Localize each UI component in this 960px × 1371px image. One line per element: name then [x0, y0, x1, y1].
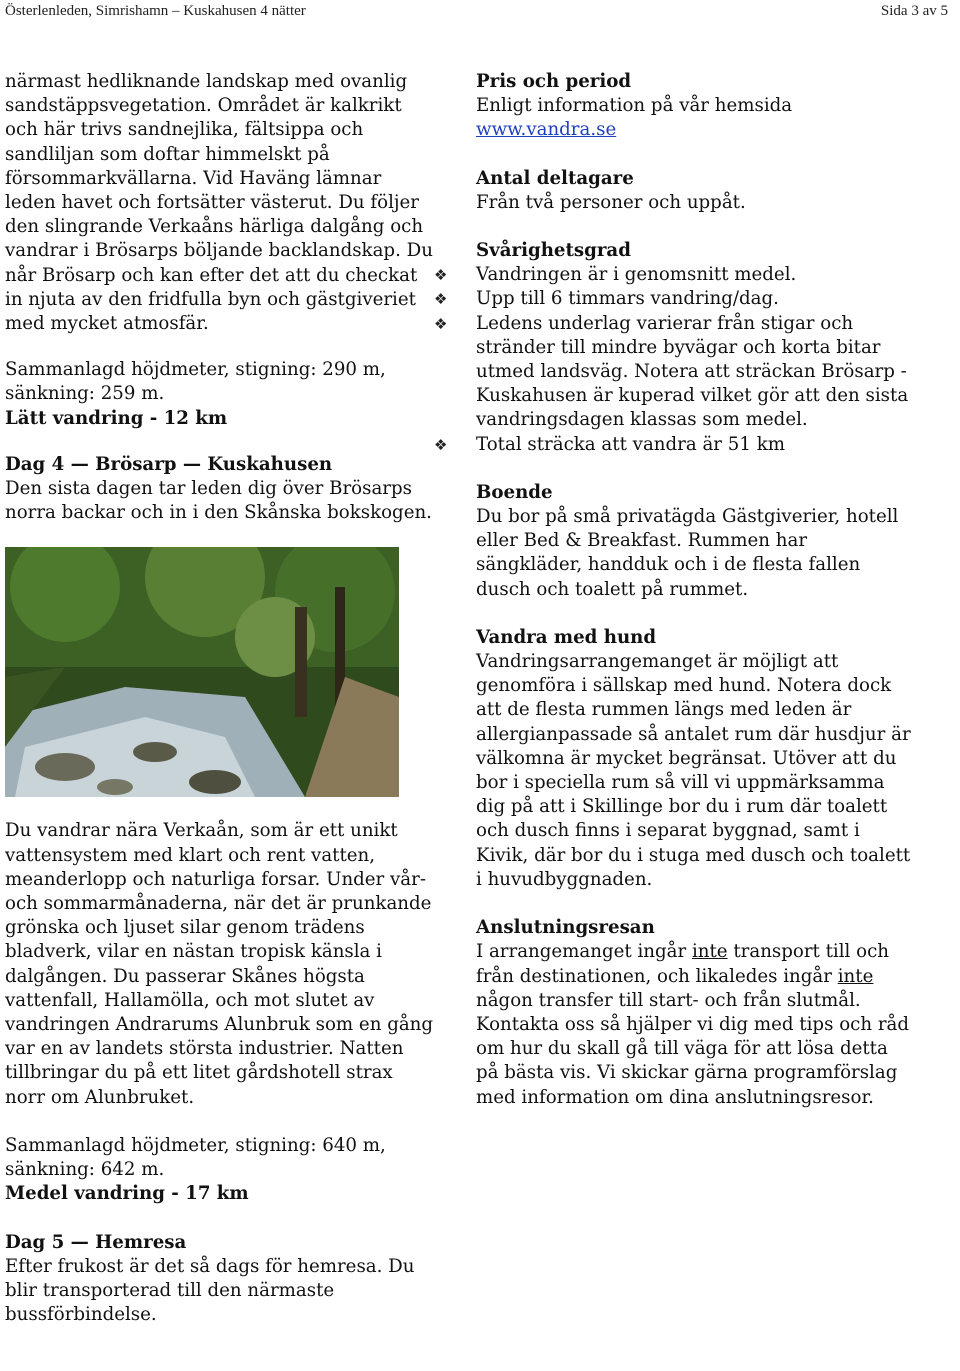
travel-heading: Anslutningsresan — [476, 917, 655, 939]
diamond-bullet-icon: ❖ — [434, 314, 448, 333]
page-header-title: Österlenleden, Simrishamn – Kuskahusen 4 nätter — [5, 3, 306, 19]
difficulty-day4: Medel vandring - 17 km — [5, 1183, 249, 1205]
day5-description: Efter frukost är det så dags för hemresa. Du blir transporterad till den närmaste bussförbindelse. — [5, 1255, 415, 1326]
left-column — [5, 70, 435, 1327]
dog-heading: Vandra med hund — [476, 626, 657, 648]
page-number: Sida 3 av 5 — [880, 3, 948, 19]
dog-text: Vandringsarrangemanget är möjligt att genomföra i sällskap med hund. Notera dock att de flesta rummen längs med leden är allergianpassade så antalet rum där husdjur är välkomna är mycket begränsat. Utöver att du bor i speciella rum så vill vi uppmärksamma dig på att i Skillinge bor du i rum där toalett och dusch finns i separat byggnad, samt i Kivik, där bor du i stuga med dusch och toalett i huvudbyggnaden. — [476, 651, 911, 890]
travel-text: I arrangemanget ingår inte transport till och från destinationen, och likaledes ingår inte någon transfer till start- och från slutmål. Kontakta oss så hjälper vi dig med tips och råd om hur du skall gå till väga för att lösa detta på bästa vis. Vi skickar gärna programförslag med information om dina anslutningsresor. — [476, 941, 910, 1108]
intro-paragraph: närmast hedliknande landskap med ovanlig sandstäppsvegetation. Området är kalkrikt och här trivs sandnejlika, fältsippa och sandliljan som doftar himmelskt på försommarkvällarna. Vid Haväng lämnar leden havet och fortsätter västerut. Du följer den slingrande Verkaåns härliga dalgång och vandrar i Brösarps böljande backlandskap. Du når Brösarp och kan efter det att du checkat in njuta av den fridfulla byn och gästgiveriet med mycket atmosfär. — [5, 71, 433, 335]
river-forest-illustration — [5, 547, 399, 797]
diamond-bullet-icon: ❖ — [434, 290, 448, 309]
elevation-stats-day3: Sammanlagd höjdmeter, stigning: 290 m, sänkning: 259 m. — [5, 359, 386, 405]
lodging-heading: Boende — [476, 481, 553, 503]
diamond-bullet-icon: ❖ — [434, 266, 448, 285]
lodging-text: Du bor på små privatägda Gästgiverier, hotell eller Bed & Breakfast. Rummen har sängkläder, handduk och i de flesta fallen dusch och toalett på rummet. — [476, 506, 899, 600]
day4-heading: Dag 4 — Brösarp — Kuskahusen — [5, 453, 333, 475]
participants-heading: Antal deltagare — [476, 167, 634, 189]
list-item: ❖ Upp till 6 timmars vandring/dag. — [476, 287, 916, 311]
right-column — [434, 70, 916, 1110]
price-text: Enligt information på vår hemsida — [476, 95, 793, 117]
list-item: ❖ Vandringen är i genomsnitt medel. — [476, 263, 916, 287]
difficulty-list — [434, 263, 916, 457]
river-forest-photo — [5, 547, 399, 797]
difficulty-heading: Svårighetsgrad — [476, 240, 631, 262]
elevation-stats-day4: Sammanlagd höjdmeter, stigning: 640 m, sänkning: 642 m. — [5, 1134, 386, 1181]
list-item: ❖ Ledens underlag varierar från stigar och stränder till mindre byvägar och korta bitar utmed landsväg. Notera att sträckan Brösarp - Kuskahusen är kuperad vilket gör att den sista vandringsdagen klassas som medel. — [434, 312, 909, 431]
price-heading: Pris och period — [476, 71, 632, 92]
list-item: ❖ Total sträcka att vandra är 51 km — [476, 433, 916, 457]
participants-text: Från två personer och uppåt. — [476, 191, 746, 213]
day4-description: Den sista dagen tar leden dig över Brösarps norra backar och in i den Skånska bokskogen. — [5, 478, 432, 524]
website-link[interactable]: www.vandra.se — [476, 119, 617, 141]
river-description: Du vandrar nära Verkaån, som är ett unikt vattensystem med klart och rent vatten, meanderlopp och naturliga forsar. Under vår- och sommarmånaderna, när det är prunkande grönska och ljuset silar genom trädens bladverk, vilar en nästan tropisk känsla i dalgången. Du passerar Skånes högsta vattenfall, Hallamölla, och mot slutet av vandringen Andrarums Alunbruk som en gång var en av landets största industrier. Natten tillbringar du på ett litet gårdshotell strax norr om Alunbruket. — [5, 820, 434, 1108]
day5-heading: Dag 5 — Hemresa — [5, 1231, 187, 1253]
diamond-bullet-icon: ❖ — [434, 435, 448, 454]
difficulty-day3: Lätt vandring - 12 km — [5, 407, 228, 429]
